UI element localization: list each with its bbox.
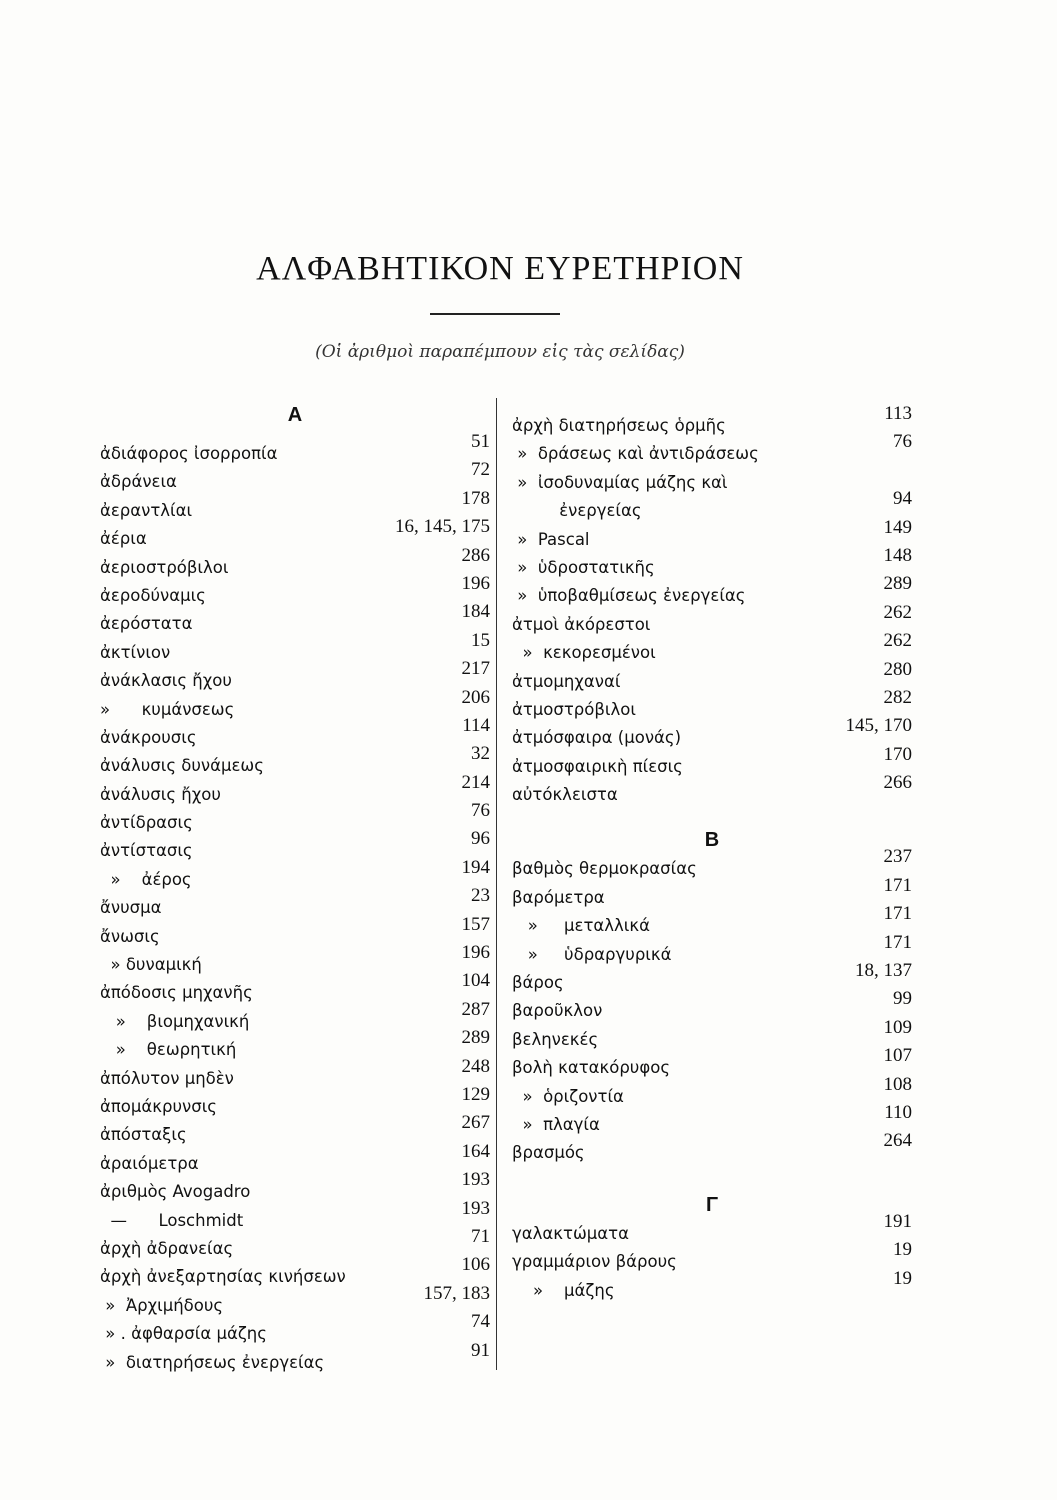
- index-entry: [512, 431, 912, 468]
- entry-page-number: 107: [883, 1045, 912, 1067]
- entry-term: » πλαγία: [512, 1114, 600, 1134]
- section-letter-a: A: [287, 404, 303, 426]
- entry-page-number: 148: [883, 544, 912, 566]
- entry-term: » κεκορεσμένοι: [512, 643, 656, 663]
- entry-page-number: 94: [893, 488, 912, 510]
- entry-page-number: 170: [883, 743, 912, 765]
- entry-term: ἄνυσμα: [100, 898, 162, 918]
- entry-term: βεληνεκές: [512, 1029, 599, 1049]
- entry-page-number: 99: [893, 988, 912, 1010]
- entry-page-number: 282: [883, 686, 912, 708]
- entry-term: ἀπομάκρυνσις: [100, 1096, 217, 1116]
- index-entry: [512, 658, 912, 696]
- entry-page-number: 16, 145, 175: [395, 516, 490, 538]
- entry-page-number: 248: [461, 1055, 490, 1077]
- index-entry: [100, 544, 490, 582]
- entry-page-number: 171: [883, 931, 912, 953]
- entry-page-number: 280: [883, 658, 912, 680]
- index-entry: [100, 885, 490, 922]
- entry-term: » ὑποβαθμίσεως ἐνεργείας: [512, 586, 746, 606]
- entry-page-number: 264: [883, 1130, 912, 1152]
- entry-page-number: 23: [471, 885, 490, 907]
- entry-term: ἀεριοστρόβιλοι: [100, 557, 229, 577]
- index-entry: [100, 1055, 490, 1093]
- entry-term: ἀπόλυτον μηδὲν: [100, 1068, 234, 1088]
- index-entry: [100, 1140, 490, 1178]
- index-title: ΑΛΦΑΒΗΤΙΚΟΝ ΕΥΡΕΤΗΡΙΟΝ: [256, 250, 744, 287]
- index-entry: [512, 1267, 912, 1305]
- index-entry: [512, 1016, 912, 1054]
- index-entry: [100, 913, 490, 951]
- entry-term: ἀδράνεια: [100, 472, 177, 492]
- index-entry: [512, 516, 912, 554]
- entry-page-number: 287: [461, 998, 490, 1020]
- entry-term: βαθμὸς θερμοκρασίας: [512, 859, 697, 879]
- index-entry: [512, 772, 912, 809]
- title-rule: [430, 313, 560, 315]
- index-subtitle: (Οἱ ἀριθμοὶ παραπέμπουν εἰς τὰς σελίδας): [315, 342, 685, 362]
- index-entry: [512, 630, 912, 667]
- entry-page-number: 32: [471, 743, 490, 765]
- index-entry: [512, 469, 912, 497]
- entry-term: γαλακτώματα: [512, 1223, 629, 1243]
- entry-page-number: 15: [471, 629, 490, 651]
- entry-page-number: 129: [461, 1083, 490, 1105]
- entry-term: ἀπόσταξις: [100, 1125, 187, 1145]
- index-entry: [512, 1073, 912, 1111]
- right-entry-list-b: [512, 846, 912, 1167]
- entry-term: ἀτμοὶ ἀκόρεστοι: [512, 614, 651, 634]
- entry-page-number: 193: [461, 1169, 490, 1191]
- entry-term: » Pascal: [512, 529, 590, 549]
- index-entry: [100, 686, 490, 724]
- entry-page-number: 91: [471, 1339, 490, 1361]
- index-entry: [512, 931, 912, 969]
- entry-page-number: 196: [461, 942, 490, 964]
- right-entry-list-a: [512, 403, 912, 809]
- entry-term: ἀραιόμετρα: [100, 1153, 199, 1173]
- entry-term: ἀερόστατα: [100, 614, 193, 634]
- entry-page-number: 51: [471, 431, 490, 452]
- entry-term: ἀτμόσφαιρα (μονάς): [512, 728, 682, 748]
- index-entry: [512, 988, 912, 1025]
- entry-term: αὐτόκλειστα: [512, 785, 618, 805]
- entry-page-number: 184: [461, 601, 490, 623]
- entry-term: ἀτμοστρόβιλοι: [512, 699, 636, 719]
- entry-page-number: 171: [883, 874, 912, 896]
- index-entry: [100, 1169, 490, 1206]
- index-entry: [512, 743, 912, 781]
- entry-page-number: 217: [461, 658, 490, 680]
- index-entry: [512, 846, 912, 883]
- index-entry: [100, 942, 490, 979]
- index-entry: [100, 800, 490, 837]
- entry-page-number: 149: [883, 516, 912, 538]
- entry-term: ἀρχὴ διατηρήσεως ὁρμῆς: [512, 416, 726, 435]
- entry-page-number: 196: [461, 572, 490, 594]
- entry-term: ἐνεργείας: [512, 501, 642, 521]
- entry-page-number: 113: [884, 403, 912, 424]
- index-entry: [100, 431, 490, 468]
- index-entry: [512, 715, 912, 752]
- entry-term: ἀρχὴ ἀνεξαρτησίας κινήσεων: [100, 1267, 346, 1287]
- index-entry: [512, 1045, 912, 1082]
- entry-page-number: 178: [461, 487, 490, 509]
- entry-term: ἀεροδύναμις: [100, 585, 206, 605]
- left-entry-list: [100, 431, 490, 1377]
- entry-page-number: 157, 183: [423, 1282, 490, 1304]
- entry-term: » . ἀφθαρσία μάζης: [100, 1324, 267, 1344]
- entry-term: ἀνάκρουσις: [100, 727, 197, 747]
- entry-term: » κυμάνσεως: [100, 699, 235, 719]
- entry-page-number: 237: [883, 846, 912, 868]
- entry-page-number: 214: [461, 771, 490, 793]
- index-entry: [100, 714, 490, 752]
- entry-page-number: 104: [461, 970, 490, 992]
- entry-term: βαρόμετρα: [512, 887, 605, 907]
- entry-page-number: 194: [461, 856, 490, 878]
- entry-page-number: 289: [461, 1027, 490, 1049]
- index-entry: [512, 573, 912, 610]
- entry-term: » μεταλλικά: [512, 916, 650, 936]
- index-entry: [100, 828, 490, 865]
- entry-term: » ὑδραργυρικά: [512, 944, 672, 964]
- index-entry: [512, 903, 912, 940]
- entry-term: ἀπόδοσις μηχανῆς: [100, 983, 253, 1003]
- section-letter-b: B: [704, 829, 720, 852]
- index-entry: [100, 856, 490, 894]
- entry-term: βαροῦκλον: [512, 1001, 603, 1021]
- entry-term: ἀδιάφορος ἰσορροπία: [100, 444, 278, 463]
- index-entry: [100, 1339, 490, 1377]
- entry-term: » ἰσοδυναμίας μάζης καὶ: [512, 472, 728, 492]
- entry-page-number: 145, 170: [845, 715, 912, 737]
- entry-page-number: 19: [893, 1239, 912, 1261]
- index-entry: [512, 601, 912, 639]
- entry-term: » δράσεως καὶ ἀντιδράσεως: [512, 444, 759, 464]
- entry-page-number: 110: [884, 1101, 912, 1123]
- index-entry: [100, 771, 490, 809]
- entry-page-number: 267: [461, 1112, 490, 1134]
- entry-page-number: 96: [471, 828, 490, 850]
- entry-term: ἀτμομηχαναί: [512, 671, 621, 691]
- entry-page-number: 191: [883, 1210, 912, 1232]
- entry-page-number: 164: [461, 1140, 490, 1162]
- entry-page-number: 108: [883, 1073, 912, 1095]
- entry-page-number: 72: [471, 459, 490, 481]
- entry-page-number: 157: [461, 913, 490, 935]
- entry-term: » μάζης: [512, 1280, 615, 1300]
- index-entry: [100, 1112, 490, 1149]
- entry-term: βάρος: [512, 973, 564, 993]
- entry-term: ἀντίδρασις: [100, 813, 193, 833]
- index-entry: [512, 874, 912, 912]
- index-entry: [512, 1101, 912, 1139]
- index-entry: [100, 1282, 490, 1320]
- entry-page-number: 76: [471, 800, 490, 822]
- entry-term: ἀέρια: [100, 529, 147, 549]
- entry-term: » θεωρητική: [100, 1040, 237, 1060]
- index-entry: [512, 488, 912, 525]
- index-entry: [100, 572, 490, 610]
- index-entry: [100, 1197, 490, 1235]
- index-entry: [100, 516, 490, 553]
- entry-term: ἀεραντλίαι: [100, 500, 193, 520]
- entry-page-number: 106: [461, 1254, 490, 1276]
- index-entry: [100, 1311, 490, 1348]
- entry-page-number: 262: [883, 601, 912, 623]
- index-entry: [100, 970, 490, 1007]
- entry-term: ἀντίστασις: [100, 841, 193, 861]
- index-entry: [100, 629, 490, 667]
- entry-term: ἄνωσις: [100, 926, 160, 946]
- entry-term: » ὑδροστατικῆς: [512, 557, 655, 577]
- entry-page-number: 266: [883, 772, 912, 794]
- entry-term: » ἀέρος: [100, 869, 192, 889]
- index-entry: [100, 743, 490, 780]
- index-entry: [512, 1239, 912, 1276]
- entry-term: ἀτμοσφαιρικὴ πίεσις: [512, 756, 683, 776]
- entry-term: ἀκτίνιον: [100, 642, 171, 662]
- entry-page-number: 19: [893, 1267, 912, 1289]
- entry-page-number: 286: [461, 544, 490, 566]
- entry-page-number: 109: [883, 1016, 912, 1038]
- entry-page-number: 262: [883, 630, 912, 652]
- index-entry: [512, 1130, 912, 1167]
- entry-term: βολὴ κατακόρυφος: [512, 1058, 671, 1078]
- entry-page-number: 114: [462, 714, 490, 736]
- index-entry: [100, 1083, 490, 1121]
- entry-term: ἀνάκλασις ἤχου: [100, 671, 232, 691]
- index-entry: [100, 658, 490, 695]
- entry-page-number: 76: [893, 431, 912, 453]
- entry-term: — Loschmidt: [100, 1210, 244, 1230]
- entry-page-number: 193: [461, 1197, 490, 1219]
- entry-page-number: 171: [883, 903, 912, 925]
- entry-term: ἀρχὴ ἀδρανείας: [100, 1238, 234, 1258]
- index-entry: [512, 544, 912, 582]
- entry-term: » δυναμική: [100, 955, 202, 975]
- column-divider: [496, 398, 497, 1370]
- entry-term: βρασμός: [512, 1143, 585, 1163]
- index-entry: [100, 459, 490, 496]
- entry-page-number: 71: [471, 1225, 490, 1247]
- section-letter-g: Γ: [705, 1193, 719, 1216]
- entry-term: ἀνάλυσις δυνάμεως: [100, 756, 264, 776]
- index-entry: [512, 960, 912, 997]
- entry-page-number: 18, 137: [855, 960, 912, 982]
- index-entry: [100, 1225, 490, 1263]
- right-column: [512, 403, 912, 1305]
- left-column: [100, 400, 490, 1377]
- entry-term: » Ἀρχιμήδους: [100, 1295, 224, 1315]
- index-entry: [100, 601, 490, 638]
- right-entry-list-g: [512, 1210, 912, 1305]
- entry-page-number: 206: [461, 686, 490, 708]
- index-entry: [100, 998, 490, 1036]
- index-entry: [512, 403, 912, 440]
- entry-term: ἀριθμὸς Avogadro: [100, 1182, 251, 1202]
- entry-term: » ὁριζοντία: [512, 1086, 624, 1106]
- entry-term: » βιομηχανική: [100, 1011, 250, 1031]
- entry-term: γραμμάριον βάρους: [512, 1252, 677, 1272]
- entry-page-number: 74: [471, 1311, 490, 1333]
- index-entry: [100, 1027, 490, 1064]
- entry-term: ἀνάλυσις ἤχου: [100, 784, 221, 804]
- entry-page-number: 289: [883, 573, 912, 595]
- entry-term: » διατηρήσεως ἐνεργείας: [100, 1352, 325, 1372]
- index-entry: [512, 1210, 912, 1248]
